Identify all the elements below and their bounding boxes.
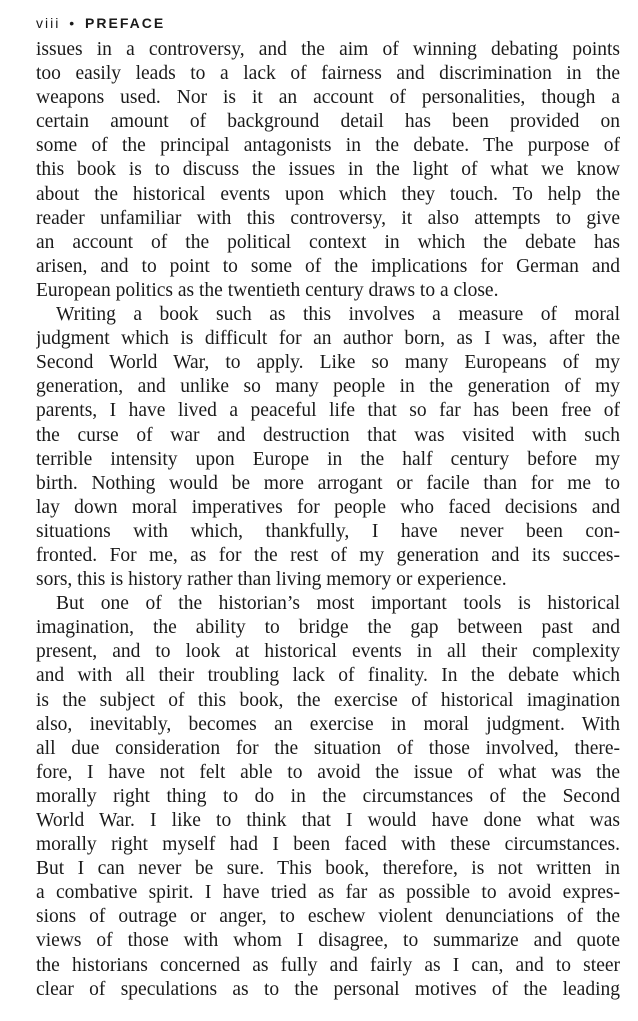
text-line: the historians concerned as fully and fairly as I can, and to steer	[36, 954, 620, 976]
text-line: is the subject of this book, the exercise of historical imagination	[36, 689, 620, 711]
text-line: present, and to look at historical events in all their complexity	[36, 641, 620, 663]
text-line: sions of outrage or anger, to eschew violent denunciations of the	[36, 906, 620, 928]
text-line: situations with which, thankfully, I have never been con-	[36, 520, 620, 542]
text-line: issues in a controversy, and the aim of winning debating points	[36, 39, 620, 60]
text-line: certain amount of background detail has been provided on	[36, 111, 620, 133]
text-line: generation, and unlike so many people in the generation of my	[36, 376, 620, 398]
text-line: views of those with whom I disagree, to summarize and quote	[36, 930, 620, 952]
header-separator: •	[69, 15, 77, 31]
text-line: arisen, and to point to some of the implications for German and	[36, 255, 620, 277]
text-line: morally right myself had I been faced with these circumstances.	[36, 834, 620, 856]
text-line: But I can never be sure. This book, therefore, is not written in	[36, 858, 620, 880]
text-line: Second World War, to apply. Like so many Europeans of my	[36, 352, 620, 374]
book-page	[36, 12, 620, 1002]
text-line: about the historical events upon which they touch. To help the	[36, 183, 620, 205]
text-line: and with all their troubling lack of finality. In the debate which	[36, 665, 620, 687]
text-line: too easily leads to a lack of fairness and discrimination in the	[36, 63, 620, 85]
text-line: reader unfamiliar with this controversy, it also attempts to give	[36, 207, 620, 229]
text-line: this book is to discuss the issues in the light of what we know	[36, 159, 620, 181]
text-line: fronted. For me, as for the rest of my generation and its succes-	[36, 544, 620, 566]
text-line: parents, I have lived a peaceful life that so far has been free of	[36, 400, 620, 422]
text-line: an account of the political context in which the debate has	[36, 231, 620, 253]
running-head	[36, 12, 620, 34]
text-line: fore, I have not felt able to avoid the issue of what was the	[36, 761, 620, 783]
section-title: PREFACE	[85, 15, 166, 31]
paragraph	[36, 592, 620, 1002]
text-line: morally right thing to do in the circumstances of the Second	[36, 785, 620, 807]
text-line: World War. I like to think that I would have done what was	[36, 810, 620, 831]
text-line: some of the principal antagonists in the debate. The purpose of	[36, 135, 620, 157]
text-line: judgment which is difficult for an author born, as I was, after the	[36, 328, 620, 350]
text-line: the curse of war and destruction that was visited with such	[36, 424, 620, 446]
text-line: birth. Nothing would be more arrogant or facile than for me to	[36, 472, 620, 494]
text-line: also, inevitably, becomes an exercise in moral judgment. With	[36, 713, 620, 735]
body-text	[36, 38, 620, 1002]
paragraph	[36, 303, 620, 592]
text-line: clear of speculations as to the personal motives of the leading	[36, 978, 620, 1000]
text-line: European politics as the twentieth century draws to a close.	[36, 279, 499, 301]
text-line: Writing a book such as this involves a measure of moral	[56, 304, 620, 326]
text-line: lay down moral imperatives for people who faced decisions and	[36, 496, 620, 518]
text-line: terrible intensity upon Europe in the half century before my	[36, 448, 620, 470]
paragraph	[36, 38, 620, 303]
text-line: all due consideration for the situation of those involved, there-	[36, 737, 620, 759]
text-line: weapons used. Nor is it an account of personalities, though a	[36, 87, 620, 109]
text-line: a combative spirit. I have tried as far as possible to avoid expres-	[36, 882, 620, 904]
text-line: sors, this is history rather than living memory or experience.	[36, 569, 507, 591]
text-line: But one of the historian’s most important tools is historical	[56, 593, 620, 615]
text-line: imagination, the ability to bridge the gap between past and	[36, 617, 620, 639]
page-number: viii	[36, 15, 61, 31]
